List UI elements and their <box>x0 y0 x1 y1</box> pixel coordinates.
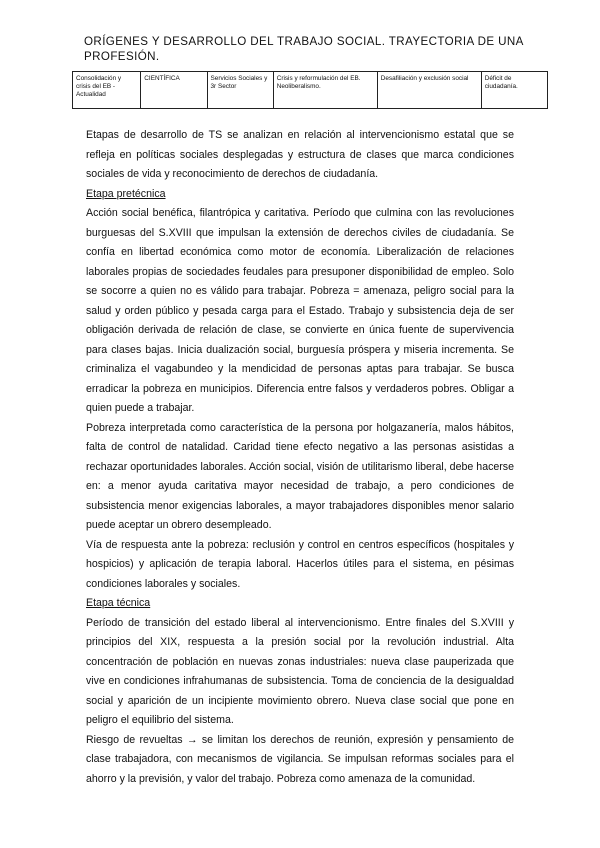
document-body <box>86 126 514 789</box>
header-table <box>72 71 548 109</box>
table-cell: Crisis y reformulación del EB. Neoliberalismo. <box>273 72 377 109</box>
paragraph: Pobreza interpretada como característica de la persona por holgazanería, malos hábitos, falta de control de natalidad. Caridad tiene efecto negativo a las personas asistidas a rechazar oportunidades laborales. Acción social, visión de utilitarismo liberal, debe hacerse en: a menor ayuda caritativa mayor necesidad de trabajo, a pero condiciones de subsistencia menor exigencias laborales, a mayor trabajadores disponibles menor salario puede aceptar un obrero desempleado. <box>86 421 514 531</box>
paragraph: Período de transición del estado liberal al intervencionismo. Entre finales del S.XVIII y principios del XIX, respuesta a la presión social por la revolución industrial. Alta concentración de población en nuevas zonas industriales: nueva clase pauperizada que vive en condiciones infrahumanas de subsistencia. Toma de conciencia de la desigualdad social y aparición de un incipiente movimiento obrero. Nueva clase social que pone en peligro el equilibrio del sistema. <box>86 616 514 726</box>
table-cell: Déficit de ciudadanía. <box>481 72 547 109</box>
section-heading-tecnica: Etapa técnica <box>86 597 151 609</box>
table-cell: Servicios Sociales y 3r Sector <box>207 72 273 109</box>
table-cell: CIENTÍFICA <box>141 72 207 109</box>
paragraph: Acción social benéfica, filantrópica y caritativa. Período que culmina con las revoluciones burguesas del S.XVIII que impulsan la extensión de derechos civiles de ciudadanía. Se confía en libertad económica como motor de economía. Liberalización de relaciones laborales propias de sociedades feudales para presuponer disponibilidad de empleo. Solo se socorre a quien no es válido para trabajar. Pobreza = amenaza, peligro social para la salud y orden público y pesada carga para el Estado. Trabajo y subsistencia deja de ser obligación derivada de relación de clase, se convierte en única fuente de supervivencia para clases bajas. Inicia dualización social, burguesía próspera y miseria incrementa. Se criminaliza el vagabundeo y la mendicidad de personas aptas para trabajar. Se busca erradicar la pobreza en municipios. Diferencia entre falsos y verdaderos pobres. Obligar a quien puede a trabajar. <box>86 207 514 414</box>
table-cell: Consolidación y crisis del EB - Actualidad <box>73 72 141 109</box>
intro-paragraph: Etapas de desarrollo de TS se analizan en relación al intervencionismo estatal que se refleja en políticas sociales desplegadas y estructura de clases que marca condiciones sociales de vida y reconocimiento de derechos de ciudadanía. <box>86 129 514 180</box>
table-row <box>73 72 548 109</box>
table-cell: Desafiliación y exclusión social <box>377 72 481 109</box>
paragraph: Riesgo de revueltas → se limitan los derechos de reunión, expresión y pensamiento de clase trabajadora, con mecanismos de vigilancia. Se impulsan reformas sociales para el ahorro y la previsión, y valor del trabajo. Pobreza como amenaza de la comunidad. <box>86 733 514 785</box>
document-title: ORÍGENES Y DESARROLLO DEL TRABAJO SOCIAL. TRAYECTORIA DE UNA PROFESIÓN. <box>84 35 524 63</box>
section-heading-pretecnica: Etapa pretécnica <box>86 187 166 200</box>
paragraph: Vía de respuesta ante la pobreza: reclusión y control en centros específicos (hospitales y hospicios) y aplicación de terapia laboral. Hacerlos útiles para el sistema, en pésimas condiciones laborales y sociales. <box>86 538 514 590</box>
